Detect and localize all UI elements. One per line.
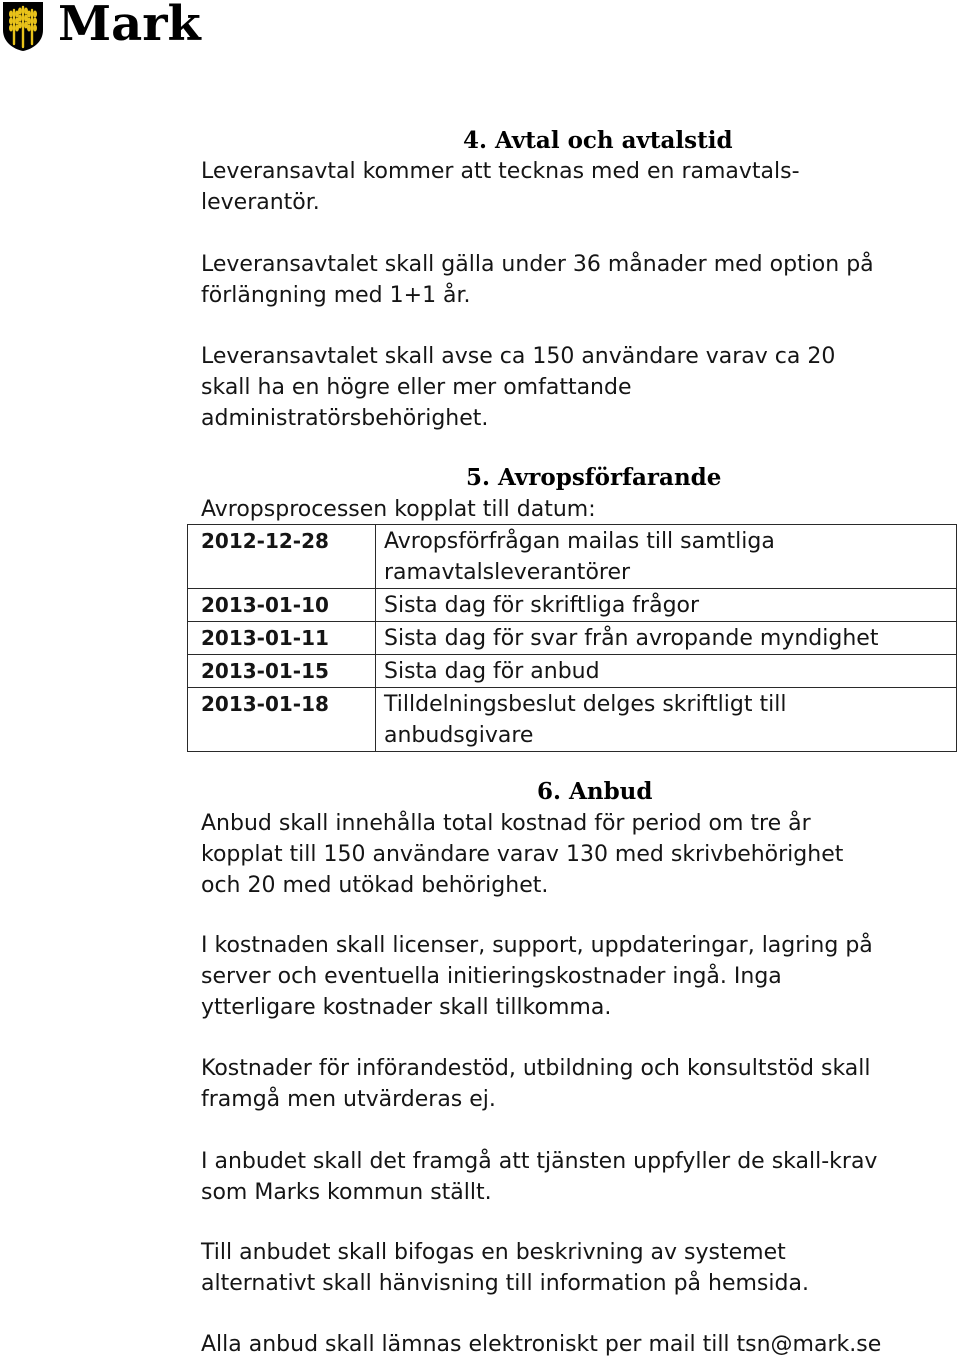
table-row (188, 688, 957, 752)
text-line: skall ha en högre eller mer omfattande (201, 375, 632, 400)
section-6-paragraph (201, 1053, 951, 1115)
text-line: Avropsprocessen kopplat till datum: (201, 497, 596, 522)
table-row (188, 655, 957, 688)
section-5-heading: 5. Avropsförfarande (466, 464, 722, 491)
date-cell: 2013-01-18 (188, 688, 376, 752)
section-4-paragraph (201, 341, 951, 434)
municipal-crest-icon (0, 0, 46, 52)
section-4-paragraph (201, 249, 951, 311)
text-line: Sista dag för anbud (384, 659, 600, 684)
description-cell (376, 525, 957, 589)
schedule-table (187, 524, 957, 752)
text-line: anbudsgivare (384, 723, 534, 748)
section-4-paragraph (201, 156, 951, 218)
text-line: alternativt skall hänvisning till information på hemsida. (201, 1271, 809, 1296)
date-cell: 2013-01-10 (188, 589, 376, 622)
text-line: Sista dag för svar från avropande myndighet (384, 626, 879, 651)
text-line: Till anbudet skall bifogas en beskrivning av systemet (201, 1240, 786, 1265)
text-line: Kostnader för införandestöd, utbildning och konsultstöd skall (201, 1056, 871, 1081)
date-cell: 2013-01-15 (188, 655, 376, 688)
text-line: Leveransavtalet skall gälla under 36 månader med option på (201, 252, 874, 277)
text-line: ramavtalsleverantörer (384, 560, 631, 585)
text-line: som Marks kommun ställt. (201, 1180, 492, 1205)
table-row (188, 622, 957, 655)
text-line: leverantör. (201, 190, 320, 215)
text-line: Tilldelningsbeslut delges skriftligt till (384, 692, 787, 717)
section-6-paragraph (201, 1237, 951, 1299)
date-cell: 2013-01-11 (188, 622, 376, 655)
text-line: Leveransavtal kommer att tecknas med en ramavtals- (201, 159, 800, 184)
text-line: framgå men utvärderas ej. (201, 1087, 496, 1112)
text-line: och 20 med utökad behörighet. (201, 873, 549, 898)
text-line: Leveransavtalet skall avse ca 150 användare varav ca 20 (201, 344, 836, 369)
text-line: I anbudet skall det framgå att tjänsten uppfyller de skall-krav (201, 1149, 878, 1174)
text-line: kopplat till 150 användare varav 130 med skrivbehörighet (201, 842, 844, 867)
text-line: Sista dag för skriftliga frågor (384, 593, 700, 618)
table-row (188, 589, 957, 622)
description-cell (376, 655, 957, 688)
text-line: server och eventuella initieringskostnader ingå. Inga (201, 964, 782, 989)
text-line: ytterligare kostnader skall tillkomma. (201, 995, 612, 1020)
text-line: Anbud skall innehålla total kostnad för period om tre år (201, 811, 811, 836)
section-6-paragraph (201, 1146, 951, 1208)
section-6-paragraph (201, 930, 951, 1023)
description-cell (376, 589, 957, 622)
text-line: förlängning med 1+1 år. (201, 283, 471, 308)
section-6-heading: 6. Anbud (537, 778, 653, 805)
date-cell: 2012-12-28 (188, 525, 376, 589)
text-line: Alla anbud skall lämnas elektroniskt per mail till tsn@mark.se (201, 1332, 882, 1357)
table-row (188, 525, 957, 589)
text-line: administratörsbehörighet. (201, 406, 489, 431)
text-line: Avropsförfrågan mailas till samtliga (384, 529, 775, 554)
logo-text: Mark (58, 0, 201, 52)
description-cell (376, 688, 957, 752)
section-6-paragraph (201, 1329, 951, 1360)
text-line: I kostnaden skall licenser, support, uppdateringar, lagring på (201, 933, 873, 958)
section-5-intro (201, 494, 951, 525)
description-cell (376, 622, 957, 655)
section-6-paragraph (201, 808, 951, 901)
section-4-heading: 4. Avtal och avtalstid (463, 127, 733, 154)
header-logo (0, 0, 201, 52)
